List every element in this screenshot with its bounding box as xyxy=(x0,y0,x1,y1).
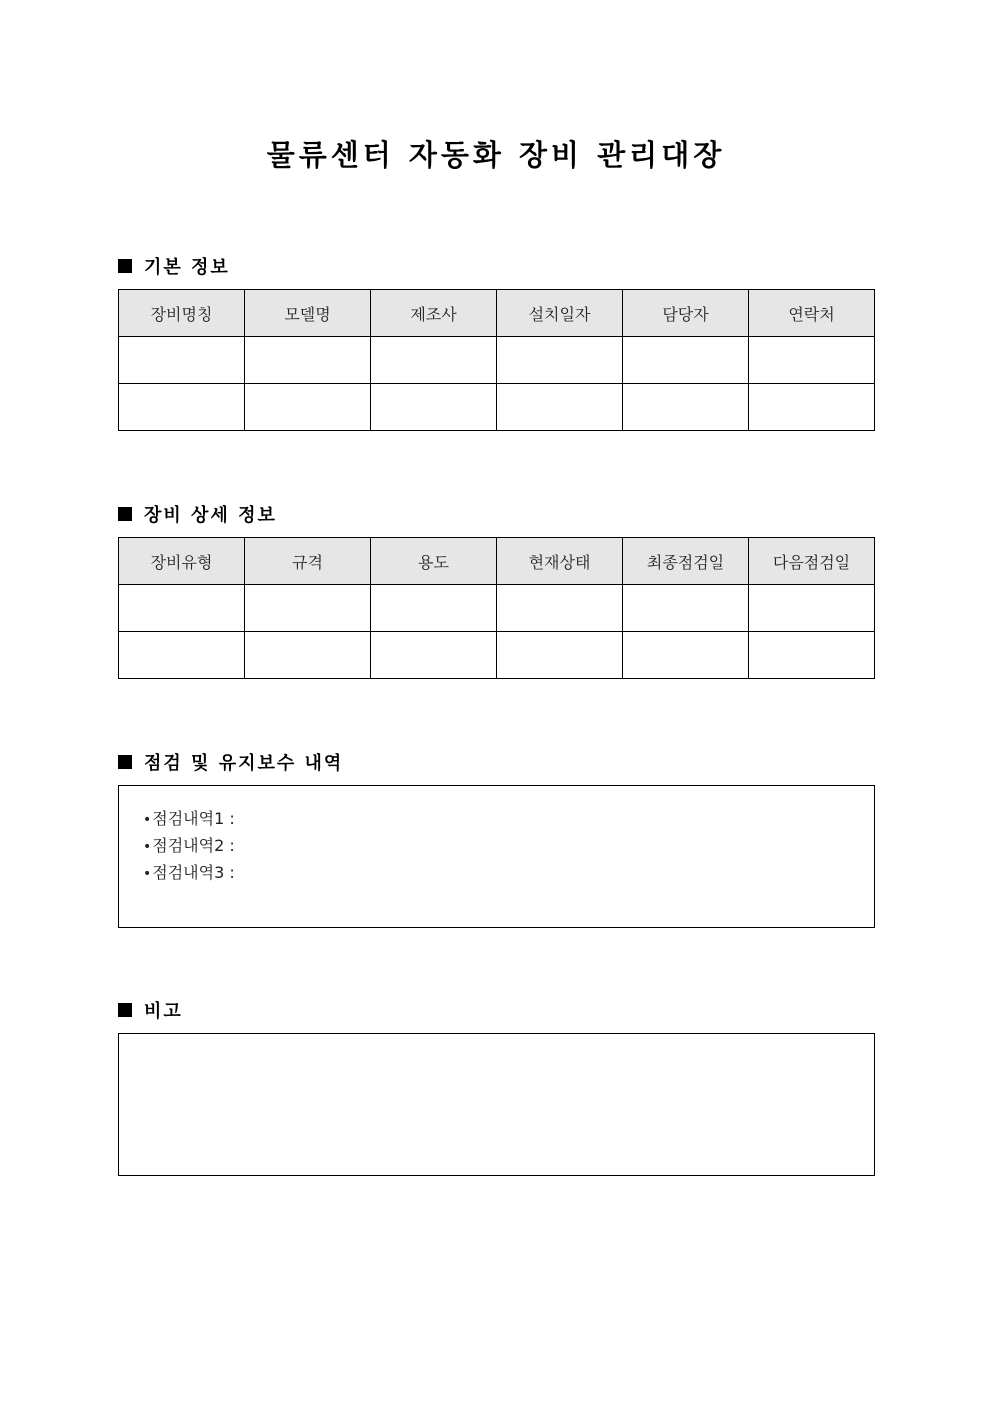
remarks-box[interactable] xyxy=(118,1033,875,1176)
table-cell[interactable] xyxy=(497,337,623,384)
list-item xyxy=(143,860,874,887)
bullet-icon: • xyxy=(143,812,152,828)
column-header: 설치일자 xyxy=(497,290,623,337)
list-item xyxy=(143,806,874,833)
table-cell[interactable] xyxy=(371,632,497,679)
maintenance-log-list xyxy=(119,786,874,887)
table-cell[interactable] xyxy=(245,337,371,384)
table-cell[interactable] xyxy=(245,632,371,679)
column-header: 규격 xyxy=(245,538,371,585)
table-cell[interactable] xyxy=(497,632,623,679)
table-cell[interactable] xyxy=(623,632,749,679)
bullet-icon: • xyxy=(143,839,152,855)
table-cell[interactable] xyxy=(497,384,623,431)
table-cell[interactable] xyxy=(497,585,623,632)
column-header: 다음점검일 xyxy=(749,538,875,585)
table-cell[interactable] xyxy=(623,384,749,431)
table-cell[interactable] xyxy=(245,384,371,431)
column-header: 제조사 xyxy=(371,290,497,337)
black-square-icon xyxy=(118,755,132,769)
column-header: 연락처 xyxy=(749,290,875,337)
black-square-icon xyxy=(118,1003,132,1017)
table-cell[interactable] xyxy=(623,337,749,384)
column-header: 담당자 xyxy=(623,290,749,337)
table-cell[interactable] xyxy=(119,337,245,384)
list-item xyxy=(143,833,874,860)
document-title: 물류센터 자동화 장비 관리대장 xyxy=(266,138,726,172)
black-square-icon xyxy=(118,507,132,521)
detail-info-table xyxy=(118,537,875,679)
maintenance-log-box[interactable] xyxy=(118,785,875,928)
table-cell[interactable] xyxy=(371,384,497,431)
table-cell[interactable] xyxy=(749,337,875,384)
table-cell[interactable] xyxy=(749,585,875,632)
table-cell[interactable] xyxy=(119,632,245,679)
column-header: 현재상태 xyxy=(497,538,623,585)
table-cell[interactable] xyxy=(623,585,749,632)
table-row xyxy=(119,585,875,632)
section-heading-basic-info xyxy=(118,253,230,279)
basic-info-table xyxy=(118,289,875,431)
table-cell[interactable] xyxy=(371,337,497,384)
table-row xyxy=(119,337,875,384)
table-cell[interactable] xyxy=(749,384,875,431)
section-heading-label: 기본 정보 xyxy=(144,257,230,278)
section-heading-label: 점검 및 유지보수 내역 xyxy=(144,753,344,774)
table-row xyxy=(119,632,875,679)
table-row xyxy=(119,384,875,431)
table-header-row xyxy=(119,538,875,585)
section-heading-remarks xyxy=(118,997,183,1023)
section-heading-detail-info xyxy=(118,501,277,527)
table-cell[interactable] xyxy=(371,585,497,632)
section-heading-label: 장비 상세 정보 xyxy=(144,505,277,526)
section-heading-maintenance xyxy=(118,749,343,775)
black-square-icon xyxy=(118,259,132,273)
table-cell[interactable] xyxy=(749,632,875,679)
column-header: 최종점검일 xyxy=(623,538,749,585)
section-heading-label: 비고 xyxy=(144,1001,183,1022)
maintenance-item-label: 점검내역2 : xyxy=(152,836,235,855)
table-cell[interactable] xyxy=(245,585,371,632)
maintenance-item-label: 점검내역3 : xyxy=(152,863,235,882)
column-header: 용도 xyxy=(371,538,497,585)
column-header: 장비유형 xyxy=(119,538,245,585)
table-cell[interactable] xyxy=(119,585,245,632)
bullet-icon: • xyxy=(143,866,152,882)
table-header-row xyxy=(119,290,875,337)
column-header: 장비명칭 xyxy=(119,290,245,337)
table-cell[interactable] xyxy=(119,384,245,431)
column-header: 모델명 xyxy=(245,290,371,337)
maintenance-item-label: 점검내역1 : xyxy=(152,809,235,828)
